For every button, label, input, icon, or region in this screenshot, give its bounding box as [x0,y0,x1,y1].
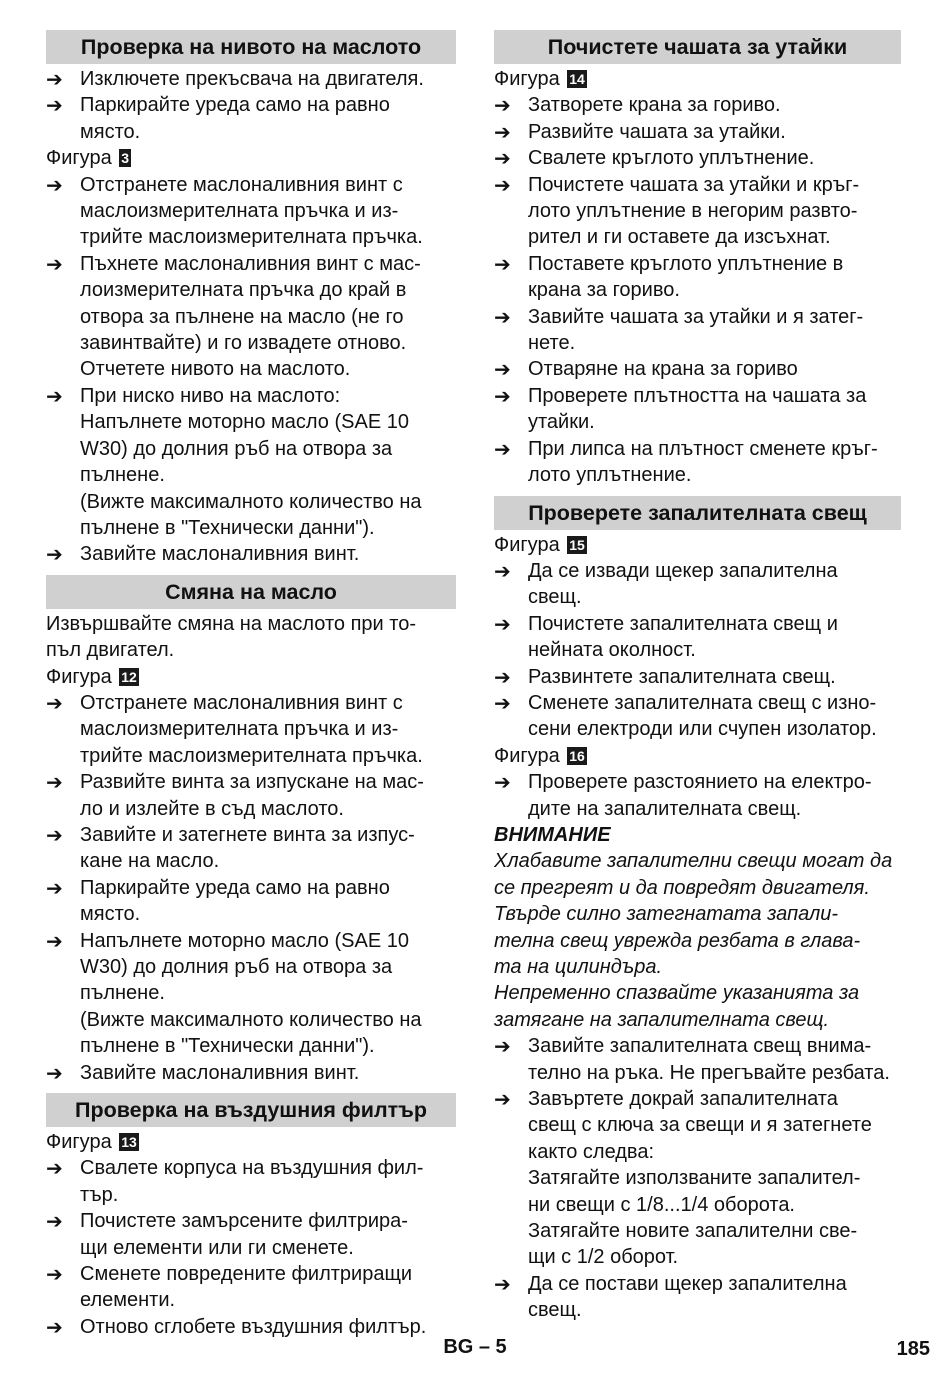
step-line: Затягайте използваните запалител- [528,1167,861,1190]
step-line: Развийте винта за изпускане на мас- [80,771,424,794]
step-item [46,928,456,1060]
section-heading: Почистете чашата за утайки [494,30,901,64]
section [46,575,456,1086]
step-line: трийте маслоизмерителната пръчка. [80,226,423,249]
figure-reference [46,1129,456,1155]
step-line: Завъртете докрай запалителната [528,1088,838,1111]
step-line: отвора за пълнене на масло (не го [80,305,404,328]
section [494,30,901,489]
figure-reference [46,145,456,171]
step-line: Да се извади щекер запалителна [528,559,838,582]
arrow-bullet-icon: ➔ [46,822,63,847]
step-line: ни свещи с 1/8...1/4 оборота. [528,1193,795,1216]
step-line: Свалете корпуса на въздушния фил- [80,1157,424,1180]
step-line: Развинтете запалителната свещ. [528,665,836,688]
arrow-bullet-icon: ➔ [46,1209,63,1234]
section-heading: Смяна на масло [46,575,456,609]
step-item [494,1033,901,1086]
arrow-bullet-icon: ➔ [494,172,511,197]
arrow-bullet-icon: ➔ [46,770,63,795]
warning-line: Хлабавите запалителни свещи могат да [494,850,893,873]
arrow-bullet-icon: ➔ [46,1156,63,1181]
figure-number-badge: 16 [569,747,585,764]
section [46,1093,456,1340]
step-line: W30) до долния ръб на отвора за [80,437,393,460]
figure-reference [46,664,456,690]
step-line: лото уплътнение. [528,464,692,487]
arrow-bullet-icon: ➔ [494,1087,511,1112]
arrow-bullet-icon: ➔ [494,1271,511,1296]
paragraph-line: Извършвайте смяна на маслото при то- [46,612,416,635]
step-item [46,1208,456,1261]
step-line: щи с 1/2 оборот. [528,1246,679,1269]
warning-line: затягане на запалителната свещ. [494,1008,830,1031]
step-line: Завийте чашата за утайки и я затег- [528,305,864,328]
step-line: Отчетете нивото на маслото. [80,358,351,381]
step-line: Почистете запалителната свещ и [528,612,838,635]
step-item [494,145,901,171]
step-item [46,1261,456,1314]
arrow-bullet-icon: ➔ [494,436,511,461]
step-line: свещ. [528,586,582,609]
arrow-bullet-icon: ➔ [494,770,511,795]
step-line: телно на ръка. Не прегъвайте резбата. [528,1061,890,1084]
step-line: Проверете разстоянието на електро- [528,771,872,794]
step-line: утайки. [528,411,595,434]
step-item [46,690,456,769]
step-line: Пъхнете маслоналивния винт с мас- [80,252,421,275]
step-line: лоизмерителната пръчка до край в [80,279,407,302]
step-item [46,172,456,251]
warning-title: ВНИМАНИЕ [494,823,611,846]
step-item [46,822,456,875]
step-line: пълнене в "Технически данни"). [80,516,375,539]
figure-number-badge: 15 [569,536,585,553]
arrow-bullet-icon: ➔ [494,119,511,144]
step-line: (Вижте максималното количество на [80,490,422,513]
paragraph [46,611,456,664]
section-heading: Проверете запалителната свещ [494,496,901,530]
step-item [494,356,901,382]
warning-line: телна свещ уврежда резбата в глава- [494,929,861,952]
step-line: нейната околност. [528,639,696,662]
figure-label: Фигура [494,744,560,767]
step-line: Сменете запалителната свещ с изно- [528,691,877,714]
step-line: място. [80,120,141,143]
arrow-bullet-icon: ➔ [494,664,511,689]
step-item [494,251,901,304]
step-line: щи елементи или ги сменете. [80,1236,354,1259]
step-line: W30) до долния ръб на отвора за [80,956,393,978]
figure-reference [494,66,901,92]
step-line: Отново сглобете въздушния филтър. [80,1315,427,1338]
page-number: 185 [896,1338,930,1360]
step-line: Почистете чашата за утайки и кръг- [528,173,860,196]
step-line: дите на запалителната свещ. [528,797,802,820]
step-item [46,875,456,928]
figure-label: Фигура [46,1131,112,1154]
step-line: пълнене в "Технически данни"). [80,1035,375,1058]
section [46,30,456,568]
arrow-bullet-icon: ➔ [46,251,63,276]
step-line: Завийте маслоналивния винт. [80,543,360,566]
arrow-bullet-icon: ➔ [494,93,511,118]
figure-number-badge: 13 [121,1134,137,1151]
step-line: (Вижте максималното количество на [80,1008,422,1031]
warning-line: се прегреят и да повредят двигателя. [494,876,870,899]
step-line: Проверете плътността на чашата за [528,384,867,407]
step-line: тър. [80,1183,119,1206]
step-line: Напълнете моторно масло (SAE 10 [80,411,409,434]
step-line: Затягайте новите запалителни све- [528,1220,858,1243]
step-item [46,251,456,383]
step-line: Отваряне на крана за гориво [528,358,798,381]
step-line: Напълнете моторно масло (SAE 10 [80,929,409,952]
step-line: Почистете замърсените филтрира- [80,1210,408,1233]
step-line: Паркирайте уреда само на равно [80,876,390,899]
warning-line: та на цилиндъра. [494,956,663,978]
step-line: елементи. [80,1289,176,1312]
step-line: Завийте запалителната свещ внима- [528,1035,872,1058]
step-line: Затворете крана за гориво. [528,94,781,117]
arrow-bullet-icon: ➔ [46,67,63,91]
figure-number-badge: 3 [121,150,130,167]
step-item [494,172,901,251]
step-item [494,1271,901,1324]
step-line: Изключете прекъсвача на двигателя. [80,68,424,90]
step-item [494,769,901,822]
step-line: свещ. [528,1299,582,1322]
step-line: свещ с ключа за свещи и я затегнете [528,1114,872,1137]
arrow-bullet-icon: ➔ [46,93,63,118]
step-line: кане на масло. [80,850,220,873]
warning-line: Непременно спазвайте указанията за [494,982,860,1005]
figure-reference [494,532,901,558]
step-item [46,383,456,541]
section [494,496,901,1324]
step-item [494,690,901,743]
step-line: лото уплътнение в негорим развто- [528,200,858,223]
paragraph-line: пъл двигател. [46,639,175,662]
step-line: нете. [528,332,576,355]
arrow-bullet-icon: ➔ [46,172,63,197]
step-item [46,769,456,822]
warning-line: Твърде силно затегнатата запали- [494,903,839,926]
step-line: Да се постави щекер запалителна [528,1272,847,1295]
section-heading: Проверка на нивото на маслото [46,30,456,64]
step-item [46,1060,456,1086]
step-line: както следва: [528,1140,655,1163]
arrow-bullet-icon: ➔ [494,383,511,408]
step-item [494,92,901,118]
figure-label: Фигура [46,147,112,170]
arrow-bullet-icon: ➔ [46,928,63,953]
step-line: маслоизмерителната пръчка и из- [80,718,399,741]
step-item [46,1155,456,1208]
step-line: сени електроди или счупен изолатор. [528,718,877,741]
figure-label: Фигура [494,68,560,90]
step-item [494,1086,901,1271]
step-line: пълнене. [80,464,165,487]
arrow-bullet-icon: ➔ [494,146,511,171]
arrow-bullet-icon: ➔ [46,1262,63,1287]
arrow-bullet-icon: ➔ [494,690,511,715]
step-line: рител и ги оставете да изсъхнат. [528,226,831,249]
step-item [494,436,901,489]
step-item [494,383,901,436]
arrow-bullet-icon: ➔ [46,1060,63,1085]
step-line: При ниско ниво на маслото: [80,384,341,407]
figure-label: Фигура [46,665,112,688]
figure-label: Фигура [494,533,560,556]
step-item [46,541,456,567]
arrow-bullet-icon: ➔ [494,251,511,276]
arrow-bullet-icon: ➔ [46,383,63,408]
step-line: Завийте маслоналивния винт. [80,1061,360,1084]
step-item [494,119,901,145]
step-item [46,66,456,92]
step-line: Свалете кръглото уплътнение. [528,147,815,170]
step-line: Паркирайте уреда само на равно [80,94,390,117]
step-item [46,92,456,145]
step-line: При липса на плътност сменете кръг- [528,437,878,460]
step-item [494,558,901,611]
warning-block [494,822,901,1033]
step-item [494,304,901,357]
step-line: ло и излейте в съд маслото. [80,797,344,820]
arrow-bullet-icon: ➔ [494,357,511,382]
arrow-bullet-icon: ➔ [494,558,511,583]
step-line: Поставете кръглото уплътнение в [528,252,844,275]
step-line: трийте маслоизмерителната пръчка. [80,744,423,767]
arrow-bullet-icon: ➔ [494,1034,511,1059]
left-column [46,30,456,1340]
right-column [494,30,901,1324]
figure-reference [494,743,901,769]
step-line: Развийте чашата за утайки. [528,120,786,143]
arrow-bullet-icon: ➔ [494,611,511,636]
step-item [494,611,901,664]
step-line: Завийте и затегнете винта за изпус- [80,823,415,846]
step-line: маслоизмерителната пръчка и из- [80,200,399,223]
section-heading: Проверка на въздушния филтър [46,1093,456,1127]
arrow-bullet-icon: ➔ [46,690,63,715]
step-item [494,664,901,690]
arrow-bullet-icon: ➔ [46,542,63,567]
arrow-bullet-icon: ➔ [494,304,511,329]
step-line: крана за гориво. [528,279,680,302]
step-line: пълнене. [80,982,165,1005]
arrow-bullet-icon: ➔ [46,1314,63,1339]
figure-number-badge: 12 [121,668,137,685]
step-line: Сменете повредените филтриращи [80,1263,413,1286]
figure-number-badge: 14 [569,71,585,87]
step-line: Отстранете маслоналивния винт с [80,691,403,714]
step-line: завинтвайте) и го извадете отново. [80,332,407,355]
step-line: Отстранете маслоналивния винт с [80,173,403,196]
step-line: място. [80,903,141,926]
footer-section-label: BG – 5 [443,1336,507,1358]
arrow-bullet-icon: ➔ [46,875,63,900]
